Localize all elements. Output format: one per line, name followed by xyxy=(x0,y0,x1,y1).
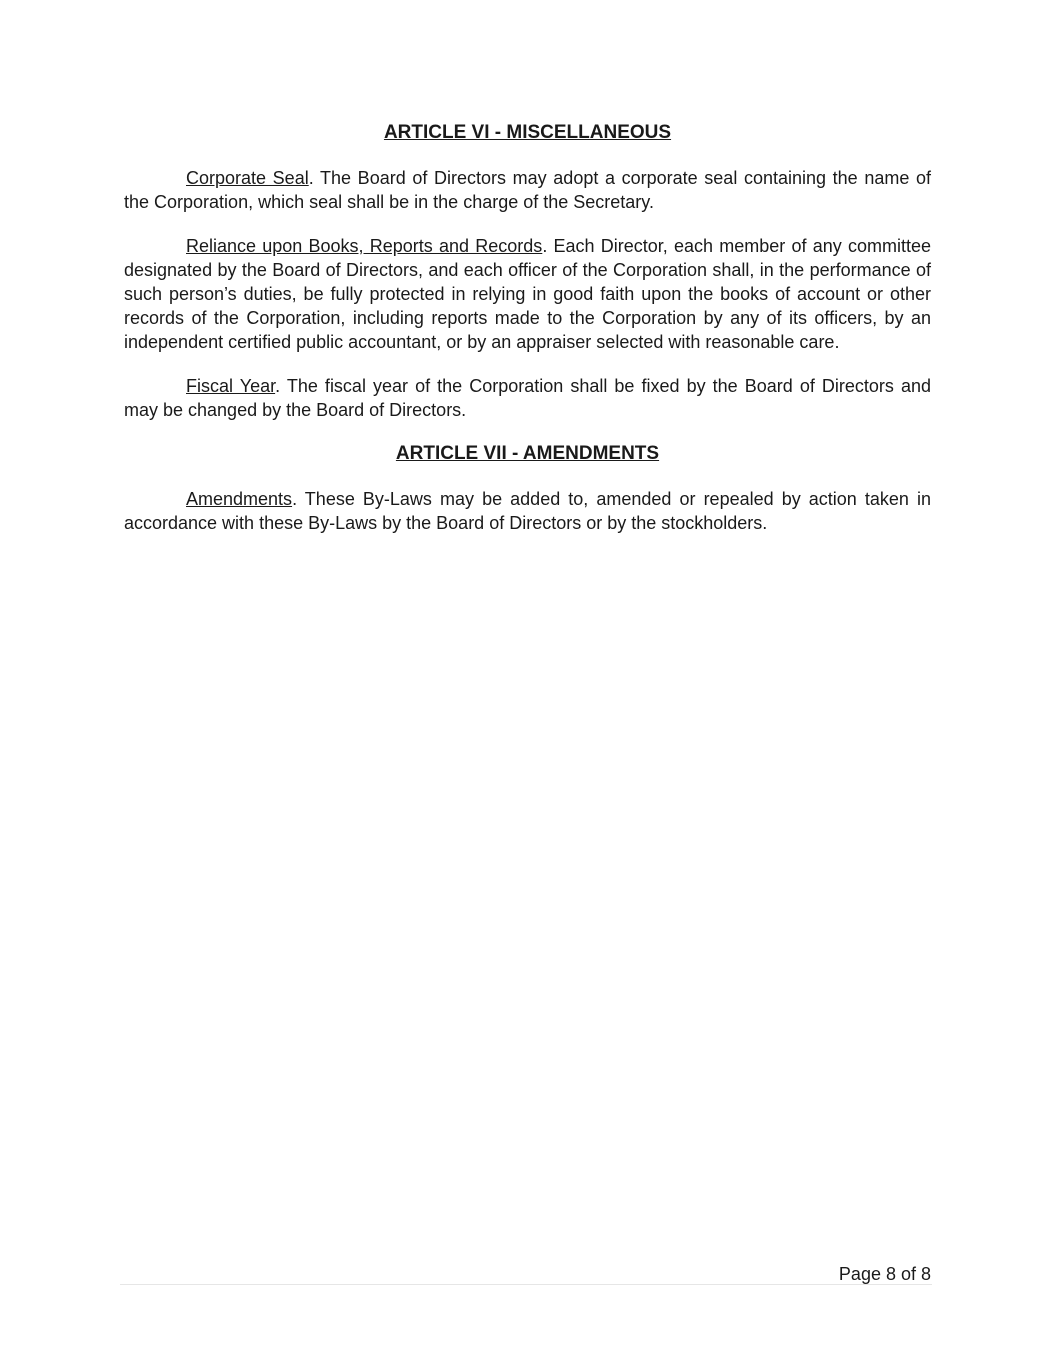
article-vii-heading: ARTICLE VII - AMENDMENTS xyxy=(395,443,660,464)
fiscal-year-paragraph xyxy=(124,374,931,422)
fiscal-year-text: . The fiscal year of the Corporation shall be fixed by the Board of Directors and may be changed by the Board of Directors. xyxy=(124,376,932,420)
fiscal-year-heading: Fiscal Year xyxy=(186,376,276,396)
corporate-seal-paragraph xyxy=(124,166,931,214)
article-vi-heading: ARTICLE VI - MISCELLANEOUS xyxy=(383,122,672,143)
amendments-heading: Amendments xyxy=(186,489,293,509)
page-number: Page 8 of 8 xyxy=(838,1264,931,1284)
amendments-text: . These By-Laws may be added to, amended or repealed by action taken in accordance with these By-Laws by the Board of Directors or by the stockholders. xyxy=(124,489,931,533)
corporate-seal-heading: Corporate Seal xyxy=(186,168,309,188)
reliance-text: . Each Director, each member of any committee designated by the Board of Directors, and each officer of the Corporation shall, in the performance of such person’s duties, be fully protected in relying in good faith upon the books of account or other records of the Corporation, including reports made to the Corporation by any of its officers, by an independent certified public accountant, or by an appraiser selected with reasonable care. xyxy=(124,236,932,352)
document-body xyxy=(124,121,931,555)
reliance-paragraph xyxy=(124,234,931,354)
footer-divider xyxy=(120,1284,932,1285)
amendments-paragraph xyxy=(124,487,931,535)
corporate-seal-text: . The Board of Directors may adopt a corporate seal containing the name of the Corporation, which seal shall be in the charge of the Secretary. xyxy=(124,168,931,212)
reliance-heading: Reliance upon Books, Reports and Records xyxy=(186,236,543,256)
